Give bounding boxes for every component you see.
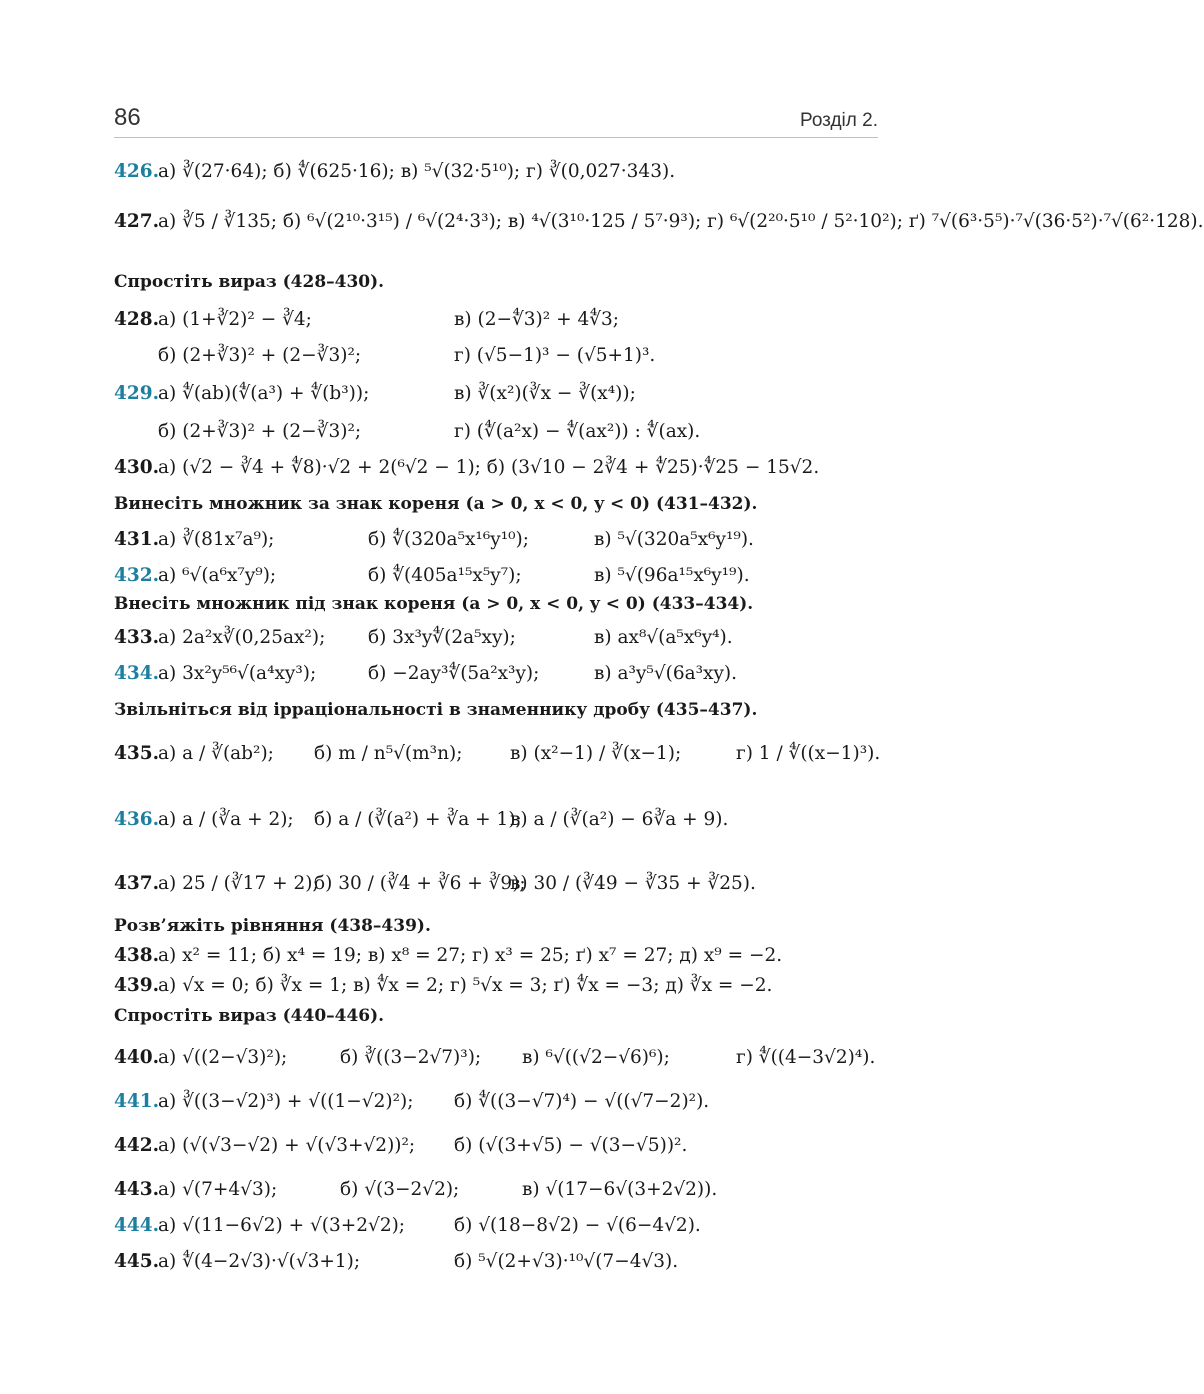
exercise-number: 429.: [114, 383, 160, 404]
exercise-item: в) ax⁸√(a⁵x⁶y⁴).: [594, 627, 733, 648]
exercise-item: г) (√5−1)³ − (√5+1)³.: [454, 345, 656, 366]
exercise-row: [114, 210, 1204, 233]
exercise-item: а) x² = 11; б) x⁴ = 19; в) x⁸ = 27; г) x³ = 25; ґ) x⁷ = 27; д) x⁹ = −2.: [158, 945, 783, 966]
exercise-item: а) √((2−√3)²);: [158, 1047, 288, 1068]
exercise-row: [114, 1214, 701, 1237]
exercise-item: а) ∛(27·64); б) ∜(625·16); в) ⁵√(32·5¹⁰); г) ∛(0,027·343).: [158, 161, 676, 182]
exercise-row: [114, 1250, 679, 1273]
exercise-item: б) (√(3+√5) − √(3−√5))².: [454, 1135, 688, 1156]
exercise-row: [114, 974, 773, 997]
exercise-row: [114, 456, 820, 479]
exercise-item: а) a / (∛a + 2);: [158, 809, 294, 830]
exercise-item: б) 3x³y∜(2a⁵xy);: [368, 627, 516, 648]
exercise-item: в) a³y⁵√(6a³xy).: [594, 663, 738, 684]
exercise-row: [114, 564, 750, 587]
exercise-item: в) ⁵√(96a¹⁵x⁶y¹⁹).: [594, 565, 750, 586]
exercise-item: в) ∛(x²)(∛x − ∛(x⁴));: [454, 383, 636, 404]
exercise-number: 439.: [114, 975, 160, 996]
exercise-item: б) ∜((3−√7)⁴) − √((√7−2)²).: [454, 1091, 710, 1112]
exercise-item: в) ⁵√(320a⁵x⁶y¹⁹).: [594, 529, 754, 550]
exercise-item: в) (x²−1) / ∛(x−1);: [510, 743, 682, 764]
exercise-item: б) ∜(320a⁵x¹⁶y¹⁰);: [368, 529, 529, 550]
exercise-number: 440.: [114, 1047, 160, 1068]
exercise-row: [114, 528, 754, 551]
exercise-number: 431.: [114, 529, 160, 550]
section-heading: Розв’яжіть рівняння (438–439).: [114, 916, 431, 936]
exercise-item: б) a / (∛(a²) + ∛a + 1);: [314, 809, 522, 830]
page-number: 86: [114, 104, 141, 131]
exercise-row: [114, 382, 636, 405]
exercise-item: б) √(3−2√2);: [340, 1179, 460, 1200]
exercise-item: а) 25 / (∛17 + 2);: [158, 873, 319, 894]
exercise-number: 430.: [114, 457, 160, 478]
exercise-number: 444.: [114, 1215, 160, 1236]
section-heading: Внесіть множник під знак кореня (a > 0, x < 0, y < 0) (433–434).: [114, 594, 754, 614]
exercise-item: в) (2−∜3)² + 4∜3;: [454, 309, 620, 330]
section-title: Розділ 2.: [799, 110, 878, 131]
exercise-item: б) 30 / (∛4 + ∛6 + ∛9);: [314, 873, 526, 894]
exercise-item: г) (∜(a²x) − ∜(ax²)) : ∜(ax).: [454, 421, 701, 442]
exercise-row: [114, 662, 738, 685]
exercise-number: 435.: [114, 743, 160, 764]
exercise-item: а) ∜(ab)(∜(a³) + ∜(b³));: [158, 383, 370, 404]
section-heading: Звільніться від ірраціональності в знаменнику дробу (435–437).: [114, 700, 758, 720]
exercise-item: б) (2+∛3)² + (2−∛3)²;: [158, 345, 362, 366]
exercise-number: 434.: [114, 663, 160, 684]
exercise-number: 427.: [114, 211, 160, 232]
exercise-item: в) 30 / (∛49 − ∛35 + ∛25).: [510, 873, 756, 894]
section-heading: Винесіть множник за знак кореня (a > 0, x < 0, y < 0) (431–432).: [114, 494, 758, 514]
exercise-row: [114, 160, 676, 183]
exercise-row: [114, 1090, 710, 1113]
exercise-item: в) ⁶√((√2−√6)⁶);: [522, 1047, 670, 1068]
exercise-item: в) √(17−6√(3+2√2)).: [522, 1179, 718, 1200]
exercise-number: 432.: [114, 565, 160, 586]
exercise-row: [114, 1046, 876, 1069]
exercise-item: а) a / ∛(ab²);: [158, 743, 274, 764]
exercise-row: [114, 944, 783, 967]
exercise-item: б) −2ay³∜(5a²x³y);: [368, 663, 540, 684]
exercise-item: а) ∜(4−2√3)·√(√3+1);: [158, 1251, 361, 1272]
exercise-number: 441.: [114, 1091, 160, 1112]
exercise-number: 437.: [114, 873, 160, 894]
exercise-row: [114, 1134, 688, 1157]
exercise-item: а) ∛((3−√2)³) + √((1−√2)²);: [158, 1091, 414, 1112]
exercise-number: 438.: [114, 945, 160, 966]
exercise-row: [114, 872, 756, 895]
exercise-item: а) 2a²x∛(0,25ax²);: [158, 627, 326, 648]
exercise-row: [114, 742, 881, 765]
exercise-item: б) (2+∛3)² + (2−∛3)²;: [158, 421, 362, 442]
exercise-item: а) ∛5 / ∛135; б) ⁶√(2¹⁰·3¹⁵) / ⁶√(2⁴·3³); в) ⁴√(3¹⁰·125 / 5⁷·9³); г) ⁶√(2²⁰·5¹⁰ / 5²·10²); ґ) ⁷√(6³·5⁵)·⁷√(36·5²)·⁷√(6²·128).: [158, 211, 1204, 232]
exercise-row: [114, 308, 620, 331]
exercise-row: [114, 626, 733, 649]
exercise-row: [114, 808, 729, 831]
exercise-item: г) 1 / ∜((x−1)³).: [736, 743, 881, 764]
exercise-item: а) √x = 0; б) ∛x = 1; в) ∜x = 2; г) ⁵√x = 3; ґ) ∜x = −3; д) ∛x = −2.: [158, 975, 773, 996]
exercise-number: 436.: [114, 809, 160, 830]
exercise-item: б) ∜(405a¹⁵x⁵y⁷);: [368, 565, 522, 586]
exercise-item: г) ∜((4−3√2)⁴).: [736, 1047, 876, 1068]
exercise-item: б) √(18−8√2) − √(6−4√2).: [454, 1215, 701, 1236]
exercise-item: а) √(7+4√3);: [158, 1179, 278, 1200]
exercise-item: а) (√2 − ∛4 + ∜8)·√2 + 2(⁶√2 − 1); б) (3√10 − 2∛4 + ∜25)·∜25 − 15√2.: [158, 457, 820, 478]
exercise-content: [114, 160, 1204, 1370]
exercise-item: а) ∛(81x⁷a⁹);: [158, 529, 275, 550]
section-heading: Спростіть вираз (440–446).: [114, 1006, 385, 1026]
exercise-item: а) ⁶√(a⁶x⁷y⁹);: [158, 565, 277, 586]
exercise-item: а) √(11−6√2) + √(3+2√2);: [158, 1215, 406, 1236]
exercise-item: б) m / n⁵√(m³n);: [314, 743, 463, 764]
exercise-number: 442.: [114, 1135, 160, 1156]
section-heading: Спростіть вираз (428–430).: [114, 272, 385, 292]
exercise-item: б) ∛((3−2√7)³);: [340, 1047, 482, 1068]
exercise-number: 426.: [114, 161, 160, 182]
exercise-number: 443.: [114, 1179, 160, 1200]
exercise-item: а) (√(√3−√2) + √(√3+√2))²;: [158, 1135, 416, 1156]
exercise-item: в) a / (∛(a²) − 6∛a + 9).: [510, 809, 729, 830]
exercise-item: а) 3x²y⁵⁶√(a⁴xy³);: [158, 663, 317, 684]
exercise-row: [114, 1178, 718, 1201]
exercise-item: б) ⁵√(2+√3)·¹⁰√(7−4√3).: [454, 1251, 679, 1272]
exercise-number: 433.: [114, 627, 160, 648]
exercise-number: 428.: [114, 309, 160, 330]
exercise-item: а) (1+∛2)² − ∛4;: [158, 309, 312, 330]
exercise-number: 445.: [114, 1251, 160, 1272]
header-divider: [114, 137, 878, 138]
